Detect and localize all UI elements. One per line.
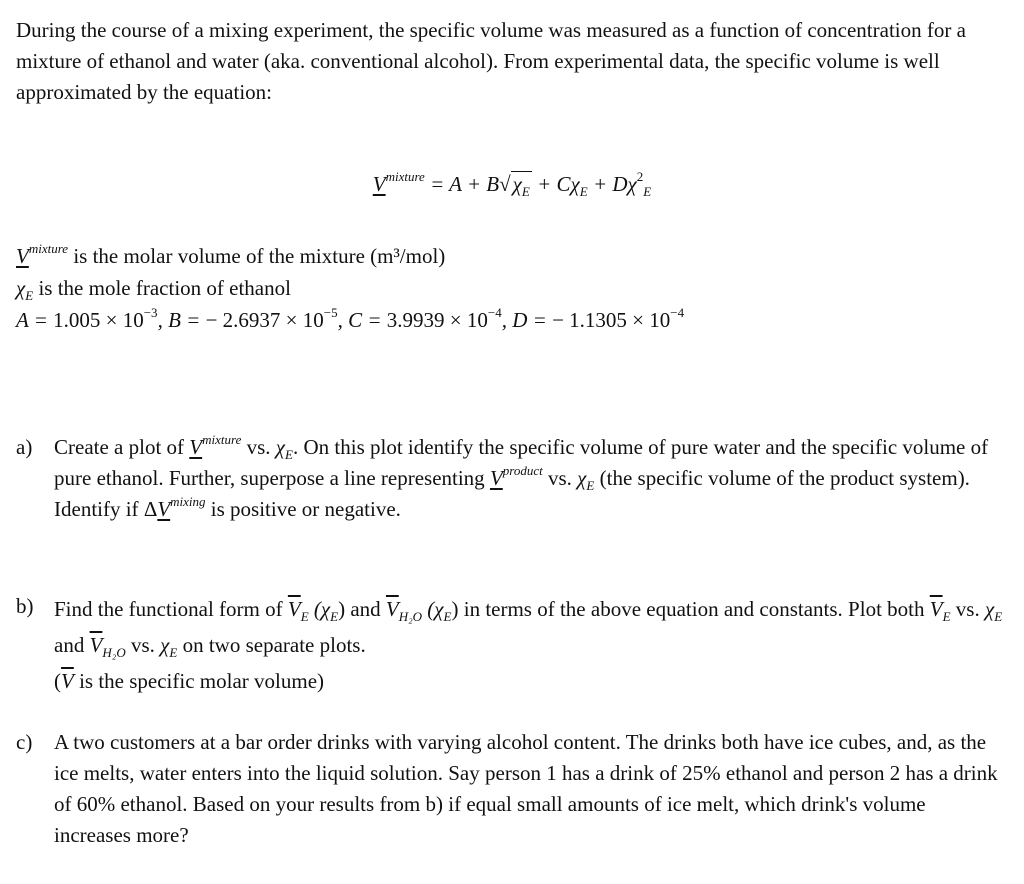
part-a-t5: (the specific volume of the product system). Identify if (54, 466, 970, 521)
part-a-text (54, 432, 1006, 525)
eq-equals-a-b: = A + B (424, 172, 500, 196)
part-a-t2: vs. (241, 435, 276, 459)
eq-d-term: + Dχ (587, 172, 637, 196)
part-a-chi: χ (275, 435, 286, 459)
part-b-t4: vs. (950, 597, 985, 621)
def-vmix-text: is the molar volume of the mixture (m³/mol) (68, 244, 446, 268)
part-c (16, 727, 1006, 851)
const-d-label: , D = (501, 308, 553, 332)
part-a-chi2: χ (577, 466, 587, 490)
const-d-value: − 1.1305 × 10 (552, 308, 671, 332)
eq-d-term-sup: 2 (636, 169, 644, 184)
part-b-close: ) (338, 597, 346, 621)
part-b-t1: Find the functional form of (54, 597, 288, 621)
part-b-text (54, 591, 1006, 699)
eq-c-term-sub: E (579, 184, 588, 199)
def-chi-sub: E (25, 288, 34, 303)
part-b-ve2-sub: E (942, 609, 951, 624)
def-chi (16, 273, 1006, 305)
const-c-label: , C = (337, 308, 387, 332)
def-vmix (16, 241, 1006, 273)
part-a-t6: is positive or negative. (205, 497, 401, 521)
part-a-t4: vs. (542, 466, 578, 490)
part-b-t3: in terms of the above equation and constants. Plot both (458, 597, 930, 621)
part-a-vprod-sup: product (502, 463, 543, 478)
part-b-t6: vs. (125, 633, 161, 657)
const-c-exp: −4 (487, 305, 502, 320)
part-b-chi-paren2: (χ (422, 597, 444, 621)
part-b-ve2: $\overline{V}$ (929, 597, 943, 621)
const-b-label: , B = (157, 308, 206, 332)
def-vmix-sup: mixture (28, 241, 69, 256)
part-a-delta: Δ (143, 497, 158, 521)
part-a-vprod: V (489, 466, 503, 490)
part-a-vmixing-sup: mixing (170, 494, 206, 509)
def-chi-text: is the mole fraction of ethanol (33, 276, 291, 300)
def-vmix-symbol: V (16, 244, 29, 268)
eq-d-term-sub: E (643, 184, 652, 199)
part-a-label: a) (16, 435, 33, 459)
part-b-open-paren: ( (54, 669, 61, 693)
part-b-chi-paren-sub: E (330, 609, 339, 624)
part-b-t5: and (54, 633, 90, 657)
part-b-label: b) (16, 594, 34, 618)
part-a-t1: Create a plot of (54, 435, 190, 459)
const-b-value: − 2.6937 × 10 (205, 308, 324, 332)
part-c-label: c) (16, 730, 33, 754)
part-a-vmix-sup: mixture (202, 432, 242, 447)
definitions (16, 241, 1006, 337)
part-b-ve-sub: E (300, 609, 309, 624)
part-b-vbar: $\overline{V}$ (61, 669, 74, 693)
mixture-equation: $V^{mixture} = A + B√\chi_E + C\chi_E + D\chi^2_E$ (372, 169, 652, 199)
eq-sqrt-chi-sub: E (521, 184, 530, 199)
part-b-vh2o2-sub: H₂O (102, 645, 126, 660)
part-b-vh2o-sub: H₂O (398, 609, 423, 624)
part-a-vmixing: V (157, 497, 171, 521)
intro-paragraph: During the course of a mixing experiment, the specific volume was measured as a function of concentration for a mixture of ethanol and water (aka. conventional alcohol). From experimental data, the specific volume is well approximated by the equation: (16, 18, 966, 104)
const-a-exp: −3 (143, 305, 158, 320)
part-a-t3: . On this plot identify the specific volume of pure water and the specific volume of pure ethanol. Further, superpose a line representing (54, 435, 989, 490)
part-b-t8: is the specific molar volume) (73, 669, 325, 693)
eq-c-term: + Cχ (531, 172, 580, 196)
eq-sqrt-chi: χ (512, 172, 522, 196)
const-a-value: 1.005 × 10 (53, 308, 144, 332)
eq-vmix-symbol: V (372, 172, 386, 196)
const-c-value: 3.9939 × 10 (386, 308, 488, 332)
part-b-vh2o: $\overline{V}$ (385, 597, 399, 621)
def-constants (16, 305, 1006, 337)
part-b-vh2o2: $\overline{V}$ (89, 633, 103, 657)
part-a-vmix: V (189, 435, 203, 459)
part-b-chi3-sub: E (994, 609, 1003, 624)
part-b-chi-paren: (χ (308, 597, 331, 621)
part-b-chi4: χ (160, 633, 170, 657)
part-b-ve: $\overline{V}$ (287, 597, 301, 621)
part-b-t7: on two separate plots. (177, 633, 366, 657)
eq-vmix-sup: mixture (385, 169, 425, 184)
part-b-close2: ) (451, 597, 459, 621)
part-b-chi3: χ (984, 597, 995, 621)
const-d-exp: −4 (670, 305, 685, 320)
part-b-chi4-sub: E (169, 645, 178, 660)
part-b-t2: and (345, 597, 386, 621)
part-c-text: A two customers at a bar order drinks with varying alcohol content. The drinks both have ice cubes, and, as the ice melts, water enters into the liquid solution. Say person 1 has a drink of 25% ethanol and person 2 has a drink of 60% ethanol. Based on your results from b) if equal small amounts of ice melt, which drink's volume increases more? (54, 730, 998, 847)
part-a-chi2-sub: E (586, 478, 595, 493)
part-b (16, 591, 1006, 699)
part-a-chi-sub: E (285, 447, 293, 462)
part-a (16, 432, 1006, 525)
const-a-label: A = (16, 308, 54, 332)
const-b-exp: −5 (323, 305, 338, 320)
def-chi-symbol: χ (16, 276, 26, 300)
part-b-chi-paren2-sub: E (443, 609, 452, 624)
